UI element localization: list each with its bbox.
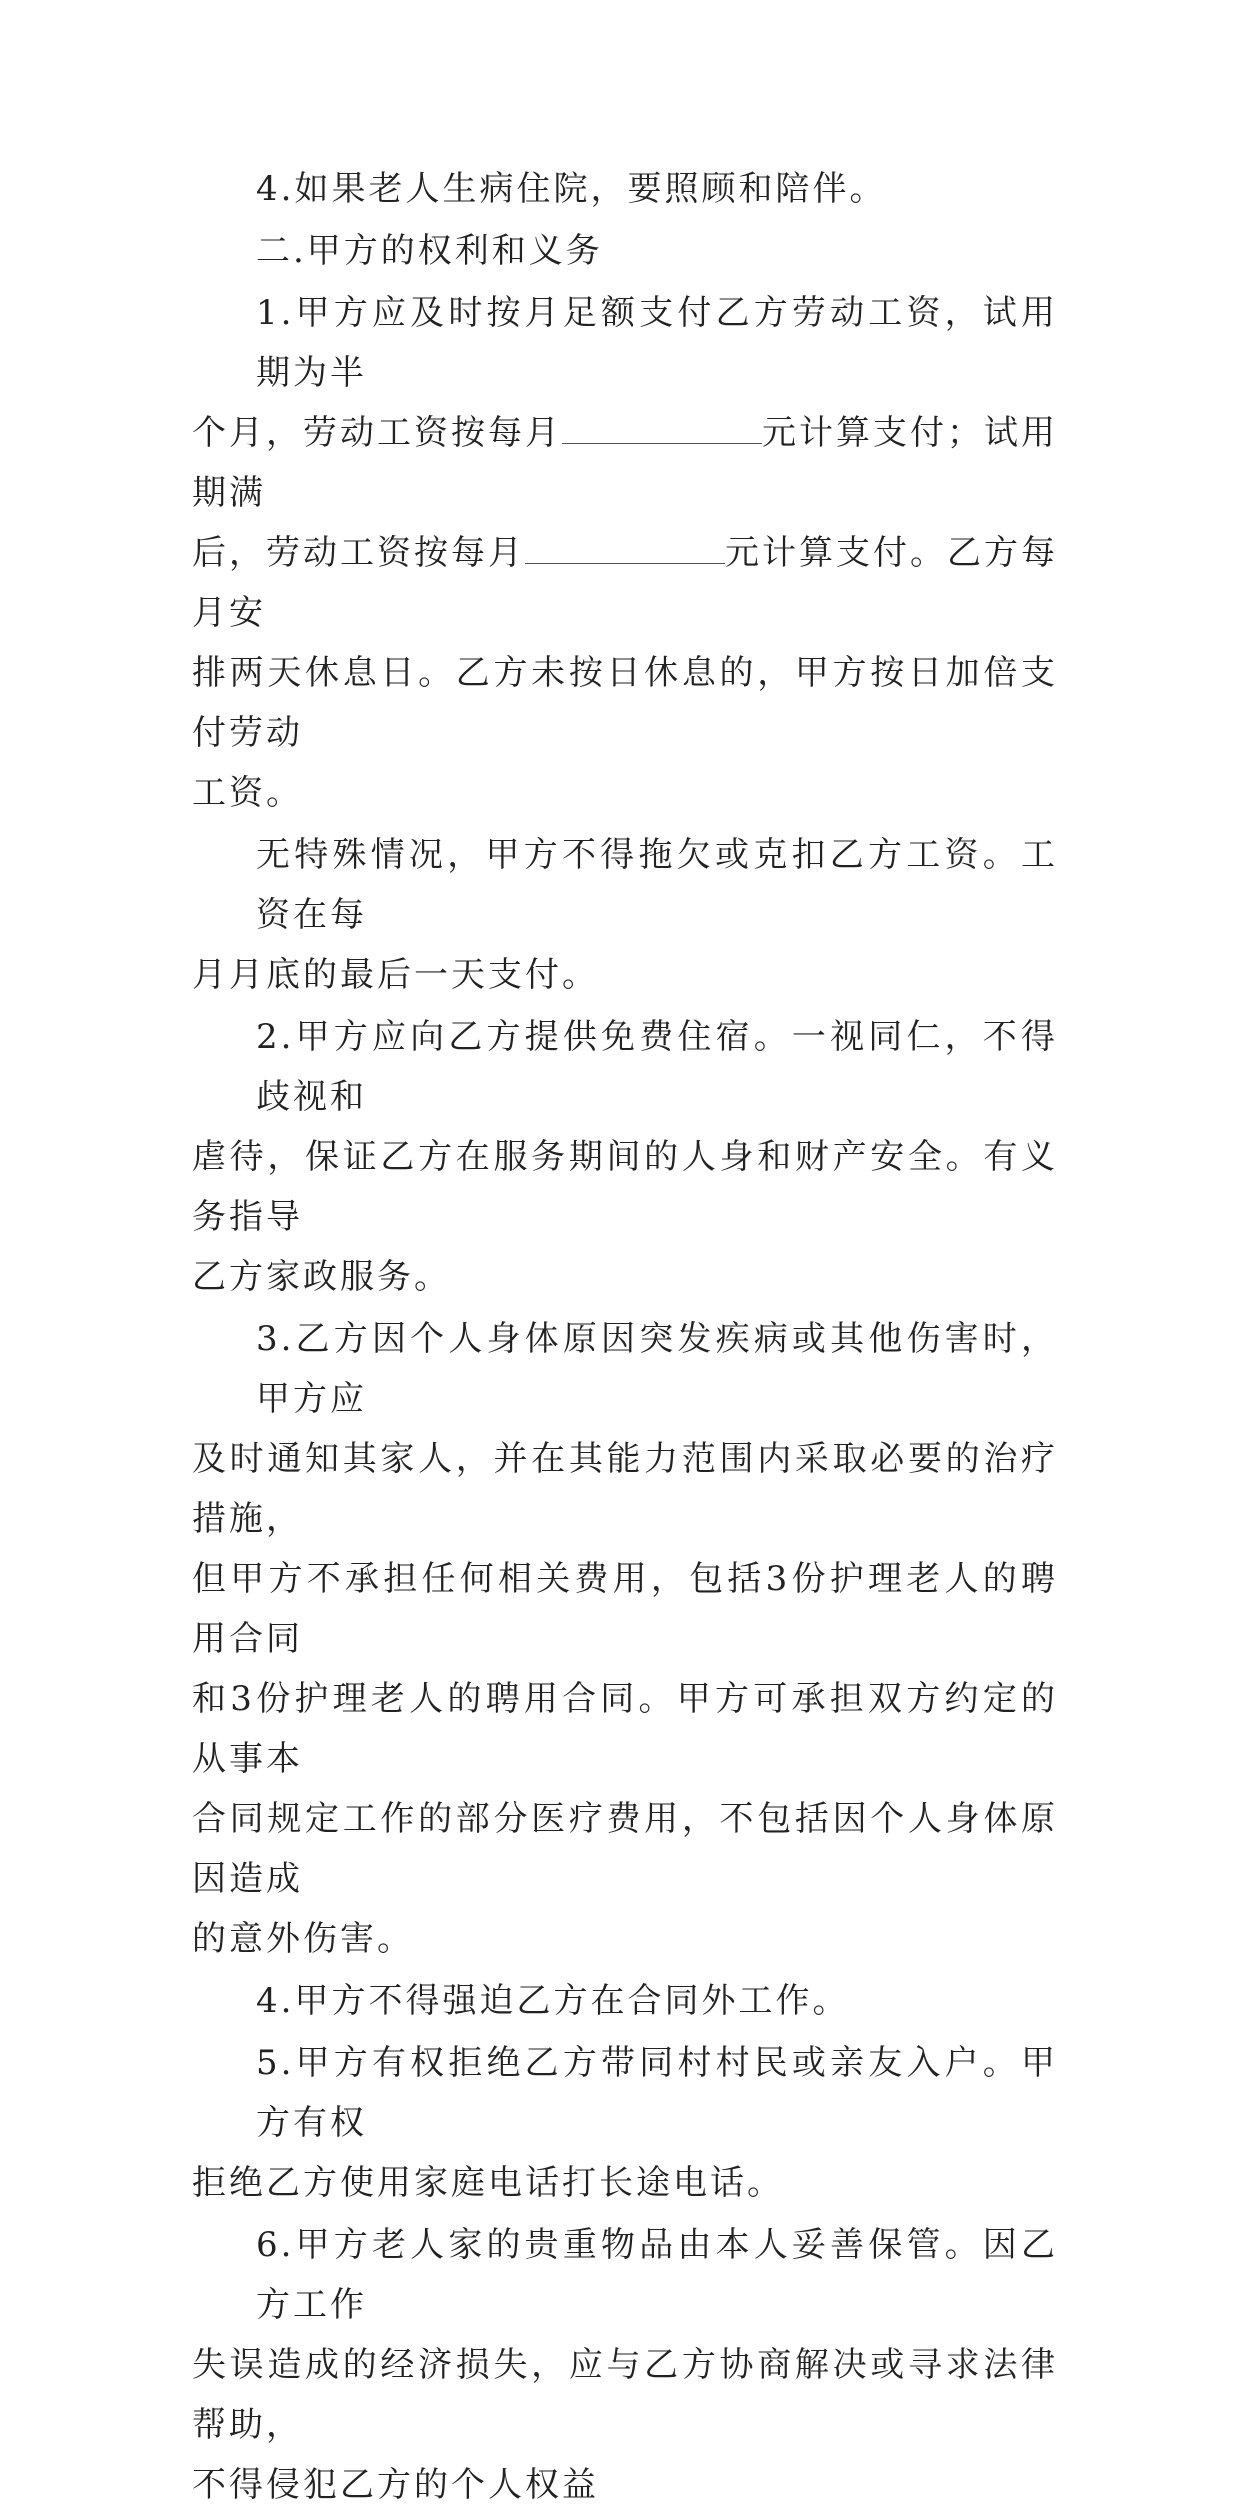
text-line: 排两天休息日。乙方未按日休息的，甲方按日加倍支付劳动	[192, 653, 1058, 753]
text-line: 但甲方不承担任何相关费用，包括3份护理老人的聘用合同	[192, 1559, 1058, 1659]
wage-blank-trial	[562, 413, 762, 444]
paragraph-valuables	[192, 2215, 1058, 2515]
paragraph-elder-hospital-care	[192, 159, 1058, 219]
text-line-with-blank	[192, 403, 1058, 523]
document-body	[192, 157, 1058, 2515]
text-line: 2.甲方应向乙方提供免费住宿。一视同仁，不得歧视和	[256, 1017, 1058, 1117]
text-line-with-blank	[192, 523, 1058, 643]
wage-blank-regular	[525, 533, 725, 564]
paragraph-wage-payment	[192, 283, 1058, 823]
text-line: 乙方家政服务。	[192, 1257, 451, 1297]
section-heading-party-a-rights	[192, 221, 1058, 281]
text-line: 的意外伤害。	[192, 1919, 414, 1959]
text-line: 5.甲方有权拒绝乙方带同村村民或亲友入户。甲方有权	[256, 2043, 1058, 2143]
paragraph-wage-no-arrears	[192, 825, 1058, 1005]
text-line: 3.乙方因个人身体原因突发疾病或其他伤害时，甲方应	[256, 1319, 1058, 1419]
text-line: 虐待，保证乙方在服务期间的人身和财产安全。有义务指导	[192, 1137, 1058, 1237]
text-segment: 元计算支付。乙方每月安	[192, 533, 1058, 633]
text-line: 和3份护理老人的聘用合同。甲方可承担双方约定的从事本	[192, 1679, 1058, 1779]
paragraph-refuse-visitors	[192, 2033, 1058, 2213]
text-segment: 后，劳动工资按每月	[192, 533, 525, 573]
paragraph-illness-injury	[192, 1309, 1058, 1969]
text-line: 失误造成的经济损失，应与乙方协商解决或寻求法律帮助，	[192, 2345, 1058, 2445]
text-line: 工资。	[192, 773, 303, 813]
text-line: 1.甲方应及时按月足额支付乙方劳动工资，试用期为半	[256, 293, 1058, 393]
text-line: 及时通知其家人，并在其能力范围内采取必要的治疗措施，	[192, 1439, 1058, 1539]
text-segment: 个月，劳动工资按每月	[192, 413, 562, 453]
text-line: 拒绝乙方使用家庭电话打长途电话。	[192, 2163, 784, 2203]
text-line: 月月底的最后一天支付。	[192, 955, 599, 995]
text-line: 6.甲方老人家的贵重物品由本人妥善保管。因乙方工作	[256, 2225, 1058, 2325]
paragraph-no-forced-work	[192, 1971, 1058, 2031]
text-line: 4.甲方不得强迫乙方在合同外工作。	[256, 1981, 850, 2021]
text-line: 不得侵犯乙方的个人权益	[192, 2465, 599, 2505]
text-segment: 元计算支付；试用期满	[192, 413, 1058, 513]
text-line: 合同规定工作的部分医疗费用，不包括因个人身体原因造成	[192, 1799, 1058, 1899]
text-line: 4.如果老人生病住院，要照顾和陪伴。	[256, 169, 887, 209]
text-line: 无特殊情况，甲方不得拖欠或克扣乙方工资。工资在每	[256, 835, 1058, 935]
paragraph-free-lodging	[192, 1007, 1058, 1307]
section-heading: 二.甲方的权利和义务	[256, 231, 603, 271]
